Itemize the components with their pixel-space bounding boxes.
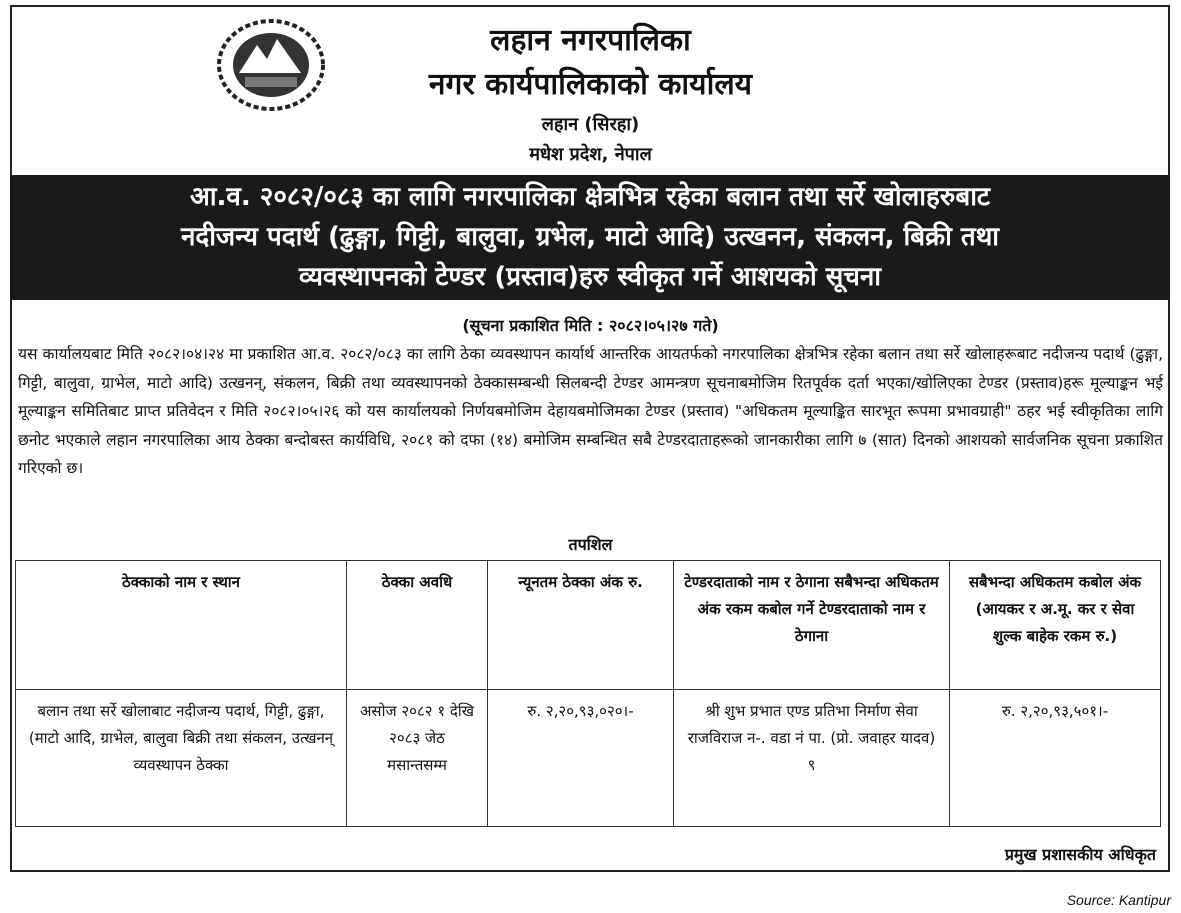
published-date: (सूचना प्रकाशित मिति : २०८२।०५।२७ गते) (462, 316, 719, 335)
title-line-3: व्यवस्थापनको टेण्डर (प्रस्ताव)हरु स्वीकृत गर्ने आशयको सूचना (298, 262, 882, 292)
municipality-name: लहान नगरपालिका (490, 23, 691, 58)
col-contract-name: ठेक्काको नाम र स्थान (16, 561, 347, 690)
title-line-2: नदीजन्य पदार्थ (ढुङ्गा, गिट्टी, बालुवा, ग्रभेल, माटो आदि) उत्खनन, संकलन, बिक्री तथा (180, 222, 1000, 252)
source-credit: Source: Kantipur (1066, 892, 1171, 908)
notice-title-banner (10, 175, 1170, 300)
cell-duration: असोज २०८२ १ देखि २०८३ जेठ मसान्तसम्म (347, 690, 488, 827)
table-header-row (16, 561, 1161, 690)
cell-bidder: श्री शुभ प्रभात एण्ड प्रतिभा निर्माण सेवा राजविराज न-. वडा नं पा. (प्रो. जवाहर यादव) ९ (674, 690, 950, 827)
office-name: नगर कार्यपालिकाको कार्यालय (428, 67, 753, 102)
col-bidder: टेण्डरदाताको नाम र ठेगाना सबैभन्दा अधिकतम अंक रकम कबोल गर्ने टेण्डरदाताको नाम र ठेगाना (674, 561, 950, 690)
cell-contract-name: बलान तथा सर्रे खोलाबाट नदीजन्य पदार्थ, गिट्टी, ढुङ्गा, (माटो आदि, ग्राभेल, बालुवा बिक्री तथा संकलन, उत्खनन् व्यवस्थापन ठेक्का (16, 690, 347, 827)
office-province: मधेश प्रदेश, नेपाल (529, 144, 652, 165)
details-heading: तपशिल (568, 535, 613, 554)
office-location: लहान (सिरहा) (541, 114, 640, 135)
col-max-bid: सबैभन्दा अधिकतम कबोल अंक (आयकर र अ.मू. कर र सेवा शुल्क बाहेक रकम रु.) (950, 561, 1161, 690)
table-row (16, 690, 1161, 827)
cell-min-amount: रु. २,२०,९३,०२०।- (488, 690, 674, 827)
tender-table (15, 560, 1161, 827)
signatory: प्रमुख प्रशासकीय अधिकृत (1004, 845, 1156, 864)
title-line-1: आ.व. २०८२/०८३ का लागि नगरपालिका क्षेत्रभित्र रहेका बलान तथा सर्रे खोलाहरुबाट (189, 182, 991, 212)
notice-body: यस कार्यालयबाट मिति २०८२।०४।२४ मा प्रकाशित आ.व. २०८२/०८३ का लागि ठेका व्यवस्थापन कार्यार्थ आन्तरिक आयतर्फको नगरपालिका क्षेत्रभित्र रहेका बलान तथा सर्रे खोलाहरूबाट नदीजन्य पदार्थ (ढुङ्गा, गिट्टी, बालुवा, ग्राभेल, माटो आदि) उत्खनन्, संकलन, बिक्री तथा व्यवस्थापनको ठेक्कासम्बन्धी सिलबन्दी टेण्डर आमन्त्रण सूचनाबमोजिम रितपूर्वक दर्ता भएका/खोलिएका टेण्डर (प्रस्ताव)हरू मूल्याङ्कन भई मूल्याङ्कन समितिबाट प्राप्त प्रतिवेदन र मिति २०८२।०५।२६ को यस कार्यालयको निर्णयबमोजिम देहायबमोजिमका टेण्डर (प्रस्ताव) "अधिकतम मूल्याङ्कित सारभूत रूपमा प्रभावग्राही" ठहर भई स्वीकृतिका लागि छनोट भएकाले लहान नगरपालिका आय ठेक्का बन्दोबस्त कार्यविधि, २०८१ को दफा (१४) बमोजिम सम्बन्धित सबै टेण्डरदाताहरूको जानकारीका लागि ७ (सात) दिनको आशयको सार्वजनिक सूचना प्रकाशित गरिएको छ। (18, 345, 1163, 477)
cell-max-bid: रु. २,२०,९३,५०१।- (950, 690, 1161, 827)
col-min-amount: न्यूनतम ठेक्का अंक रु. (488, 561, 674, 690)
col-duration: ठेक्का अवधि (347, 561, 488, 690)
